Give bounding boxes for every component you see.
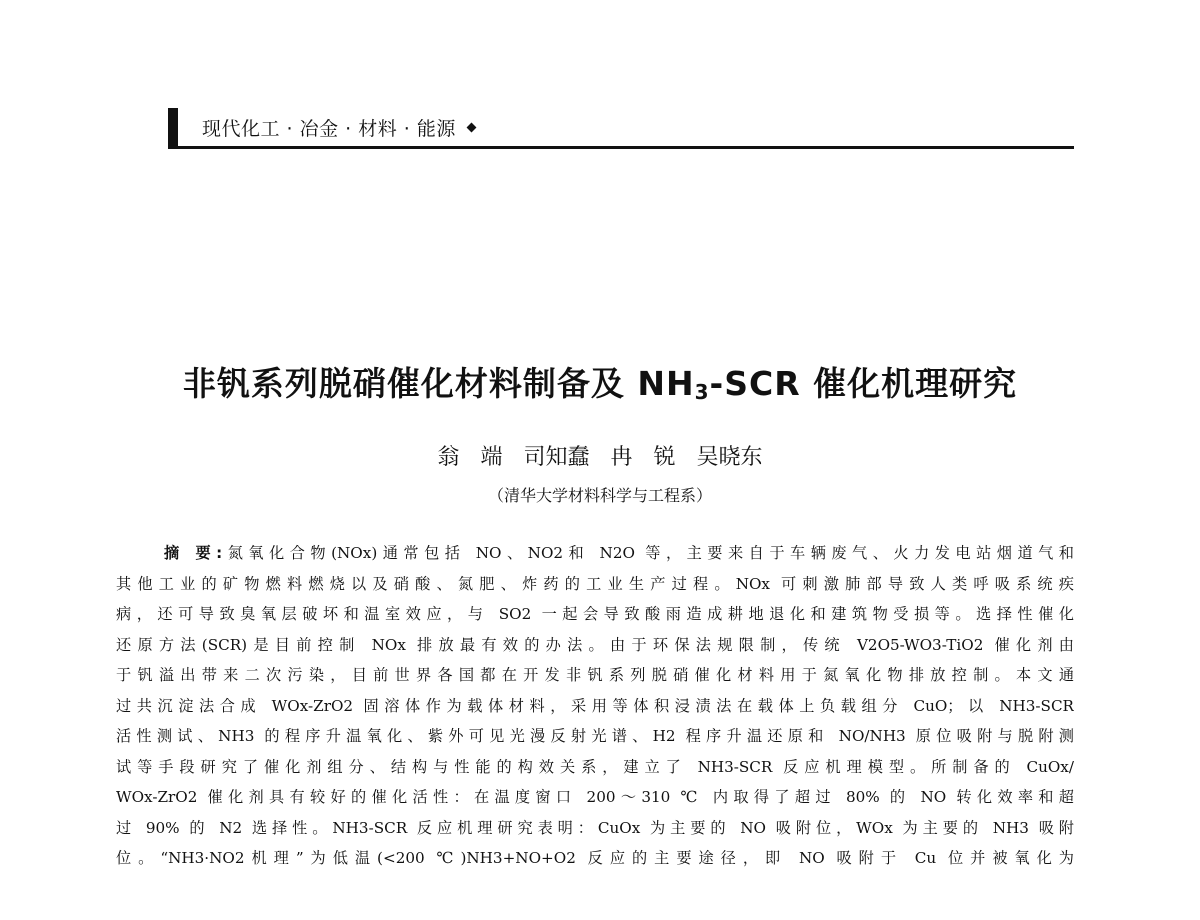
abstract-line: 过共沉淀法合成 WOx-ZrO2 固溶体作为载体材料，采用等体积浸渍法在载体上负载组分 CuO；以 NH3-SCR bbox=[116, 696, 1074, 715]
abstract-line: 摘 要:氮氧化合物(NOx)通常包括 NO、NO2和 N2O 等，主要来自于车辆废气、火力发电站烟道气和 bbox=[164, 544, 1074, 562]
abstract-label: 摘 要: bbox=[164, 544, 223, 562]
header-rule bbox=[168, 146, 1074, 149]
abstract-line: 过 90% 的 N2 选择性。NH3-SCR 反应机理研究表明：CuOx 为主要的 NO 吸附位，WOx 为主要的 NH3 吸附 bbox=[116, 818, 1074, 837]
header-bar-mark bbox=[168, 108, 178, 146]
running-header bbox=[168, 108, 1074, 148]
author-affiliation: （清华大学材料科学与工程系） bbox=[487, 486, 712, 505]
paper-title: 非钒系列脱硝催化材料制备及 $NH_3$-SCR 催化机理研究 bbox=[182, 364, 1018, 404]
abstract-line: WOx-ZrO2 催化剂具有较好的催化活性：在温度窗口 200～310 ℃ 内取得了超过 80% 的 NO 转化效率和超 bbox=[116, 788, 1074, 806]
journal-section-title: 现代化工 · 冶金 · 材料 · 能源 bbox=[202, 114, 475, 141]
diamond-icon bbox=[466, 123, 476, 133]
abstract-body bbox=[116, 538, 1074, 874]
abstract-line: 活性测试、NH3 的程序升温氧化、紫外可见光漫反射光谱、H2 程序升温还原和 NO/NH3 原位吸附与脱附测 bbox=[116, 727, 1074, 745]
abstract-line: 试等手段研究了催化剂组分、结构与性能的构效关系，建立了 NH3-SCR 反应机理模型。所制备的 CuOx/ bbox=[116, 757, 1074, 776]
abstract-line: 病，还可导致臭氧层破坏和温室效应，与 SO2 一起会导致酸雨造成耕地退化和建筑物受损等。选择性催化 bbox=[116, 605, 1074, 623]
author-list: 翁 端 司知蠢 冉 锐 吴晓东 bbox=[437, 445, 763, 470]
abstract-line: 于钒溢出带来二次污染，目前世界各国都在开发非钒系列脱硝催化材料用于氮氧化物排放控制。本文通 bbox=[116, 666, 1074, 684]
abstract-line: 其他工业的矿物燃料燃烧以及硝酸、氮肥、炸药的工业生产过程。NOx 可刺激肺部导致人类呼吸系统疾 bbox=[116, 574, 1074, 593]
abstract-line: 还原方法(SCR)是目前控制 NOx 排放最有效的办法。由于环保法规限制，传统 V2O5-WO3-TiO2 催化剂由 bbox=[116, 635, 1074, 654]
abstract-line: 位。“NH3·NO2机理”为低温(<200 ℃)NH3+NO+O2 反应的主要途径，即 NO 吸附于 Cu 位并被氧化为 bbox=[116, 849, 1074, 867]
